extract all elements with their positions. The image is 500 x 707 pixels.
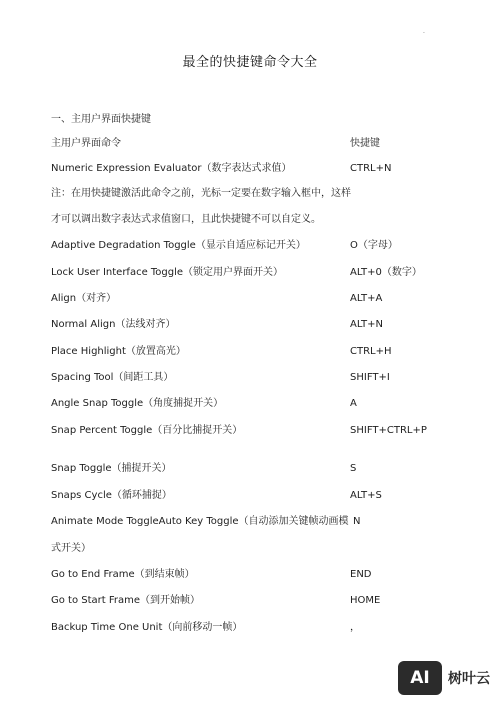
command-name: Angle Snap Toggle（角度捕捉开关） <box>51 398 224 409</box>
table-row <box>51 291 471 307</box>
table-row <box>51 265 471 281</box>
command-name: Snap Toggle（捕捉开关） <box>51 463 172 474</box>
command-name: Go to Start Frame（到开始帧） <box>51 595 201 606</box>
ai-logo-icon: AI <box>398 661 442 695</box>
column-header-shortcut: 快捷键 <box>350 138 380 149</box>
shortcut-keys: O（字母） <box>350 240 398 251</box>
table-row <box>51 370 471 386</box>
command-name: Lock User Interface Toggle（锁定用户界面开关） <box>51 267 284 278</box>
command-name: Snaps Cycle（循环捕捉） <box>51 490 172 501</box>
table-row <box>51 423 471 439</box>
table-row <box>51 620 471 636</box>
table-row <box>51 396 471 412</box>
watermark <box>398 659 498 699</box>
shortcut-keys: SHIFT+I <box>350 372 390 383</box>
command-name: Backup Time One Unit（向前移动一帧） <box>51 622 243 633</box>
command-name: Spacing Tool（间距工具） <box>51 372 174 383</box>
table-row <box>51 593 471 609</box>
command-name: Align（对齐） <box>51 293 117 304</box>
command-name: Place Highlight（放置高光） <box>51 346 186 357</box>
shortcut-keys: A <box>350 398 357 409</box>
command-name: Numeric Expression Evaluator（数字表达式求值） <box>51 163 292 174</box>
table-row <box>51 344 471 360</box>
shortcut-keys: CTRL+H <box>350 346 392 357</box>
column-header-command: 主用户界面命令 <box>51 138 121 149</box>
shortcut-keys: CTRL+N <box>350 163 392 174</box>
corner-mark: · <box>423 30 425 37</box>
command-name: Snap Percent Toggle（百分比捕捉开关） <box>51 425 243 436</box>
command-name: Adaptive Degradation Toggle（显示自适应标记开关） <box>51 240 306 251</box>
shortcut-keys: END <box>350 569 372 580</box>
table-row <box>51 317 471 333</box>
watermark-brand: 树叶云 <box>448 671 490 687</box>
command-name: Go to End Frame（到结束帧） <box>51 569 195 580</box>
shortcut-keys: ALT+0（数字） <box>350 267 422 278</box>
command-name: Normal Align（法线对齐） <box>51 319 176 330</box>
shortcut-keys: ALT+A <box>350 293 383 304</box>
page-title: 最全的快捷键命令大全 <box>182 55 318 70</box>
shortcut-keys: ， <box>350 622 360 633</box>
table-row <box>51 514 471 530</box>
shortcut-keys: ALT+S <box>350 490 382 501</box>
table-row <box>51 567 471 583</box>
note-line: 注：在用快捷键激活此命令之前，光标一定要在数字输入框中，这样 <box>51 188 351 199</box>
table-row <box>51 238 471 254</box>
shortcut-keys: ALT+N <box>350 319 384 330</box>
command-name: Animate Mode ToggleAuto Key Toggle（自动添加关键帧动画模 <box>51 516 349 527</box>
shortcut-keys: N <box>353 516 361 527</box>
note-line: 才可以调出数字表达式求值窗口，且此快捷键不可以自定义。 <box>51 214 321 225</box>
shortcut-keys: HOME <box>350 595 381 606</box>
table-row <box>51 488 471 504</box>
section-heading: 一、主用户界面快捷键 <box>51 114 151 125</box>
shortcut-keys: SHIFT+CTRL+P <box>350 425 427 436</box>
shortcut-keys: S <box>350 463 357 474</box>
wrapped-command-line: 式开关） <box>51 543 91 554</box>
table-header-row <box>51 136 471 152</box>
table-row <box>51 461 471 477</box>
table-row <box>51 161 471 177</box>
